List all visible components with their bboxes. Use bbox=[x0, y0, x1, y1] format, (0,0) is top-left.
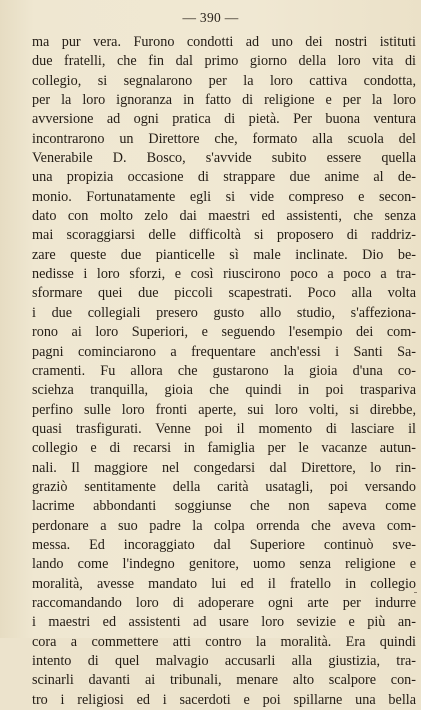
text-line: Venerabile D. Bosco, s'avvide subito essere quella bbox=[32, 150, 416, 167]
text-line: perfino sulle loro fronti aperte, sui loro volti, si direbbe, bbox=[32, 401, 416, 418]
text-line: lacrime abbondanti soggiunse che non sapeva come bbox=[32, 498, 416, 515]
text-line: pagni cominciarono a frequentare anch'essi i Santi Sa- bbox=[32, 343, 416, 360]
text-line: lando come l'indegno genitore, uomo senza religione e bbox=[32, 556, 416, 573]
text-line: messa. Ed incoraggiato dal Superiore continuò sve- bbox=[32, 536, 416, 553]
text-line: cramenti. Fu allora che gustarono la gioia d'una co- bbox=[32, 362, 416, 379]
text-line: cora a commettere atti contro la moralità. Era quindi bbox=[32, 633, 416, 650]
text-line: scinarli davanti ai tribunali, menare alto scalpore con- bbox=[32, 672, 416, 689]
text-line: raccomandando loro di adoperare ogni arte per indurre bbox=[32, 594, 416, 611]
text-line: tro i religiosi ed i sacerdoti e poi spillarne una bella bbox=[32, 691, 416, 708]
text-line: per la loro ignoranza in fatto di religione e per la loro bbox=[32, 92, 416, 109]
text-line: perdonare a suo padre la colpa orrenda che aveva com- bbox=[32, 517, 416, 534]
text-line: dato con molto zelo dai maestri ed assistenti, che senza bbox=[32, 208, 416, 225]
text-line: nali. Il maggiore nel congedarsi dal Direttore, lo rin- bbox=[32, 459, 416, 476]
text-line: quasi trasfigurati. Venne poi il momento di lasciare il bbox=[32, 420, 416, 437]
text-line: una propizia occasione di strappare due anime al de- bbox=[32, 169, 416, 186]
text-line: zare queste due pianticelle sì male inclinate. Dio be- bbox=[32, 246, 416, 263]
text-line: monio. Fortunatamente egli si vide compreso e secon- bbox=[32, 188, 416, 205]
text-line: moralità, avesse mandato lui ed il fratello in collegio bbox=[32, 575, 416, 592]
text-line: incontrarono un Direttore che, formato alla scuola del bbox=[32, 130, 416, 147]
page-number: — 390 — bbox=[182, 10, 239, 25]
text-line: nedisse i loro sforzi, e così riuscirono poco a poco a tra- bbox=[32, 266, 416, 283]
text-line: rono ai loro Superiori, e seguendo l'esempio dei com- bbox=[32, 324, 416, 341]
body-text bbox=[32, 33, 416, 710]
margin-mark bbox=[414, 592, 417, 593]
text-line: graziò sentitamente della carità usatagli, poi versando bbox=[32, 478, 416, 495]
text-line: sciehza tranquilla, gioia che quindi in poi traspariva bbox=[32, 382, 416, 399]
text-line: avversione ad ogni pratica di pietà. Per buona ventura bbox=[32, 111, 416, 128]
text-line: due fratelli, che fin dal primo giorno della loro vita di bbox=[32, 53, 416, 70]
text-line: collegio e di recarsi in famiglia per le vacanze autun- bbox=[32, 440, 416, 457]
text-line: i due collegiali presero gusto allo studio, s'affeziona- bbox=[32, 304, 416, 321]
text-line: mai scoraggiarsi delle difficoltà si proposero di raddriz- bbox=[32, 227, 416, 244]
text-line: collegio, si segnalarono per la loro cattiva condotta, bbox=[32, 72, 416, 89]
text-line: ma pur vera. Furono condotti ad uno dei nostri istituti bbox=[32, 34, 416, 50]
text-line: intento di quel malvagio accusarli alla giustizia, tra- bbox=[32, 653, 416, 669]
text-line: i maestri ed assistenti ad usare loro sevizie e più an- bbox=[32, 614, 416, 631]
text-line: sformare quei due piccoli scapestrati. Poco alla volta bbox=[32, 285, 416, 302]
